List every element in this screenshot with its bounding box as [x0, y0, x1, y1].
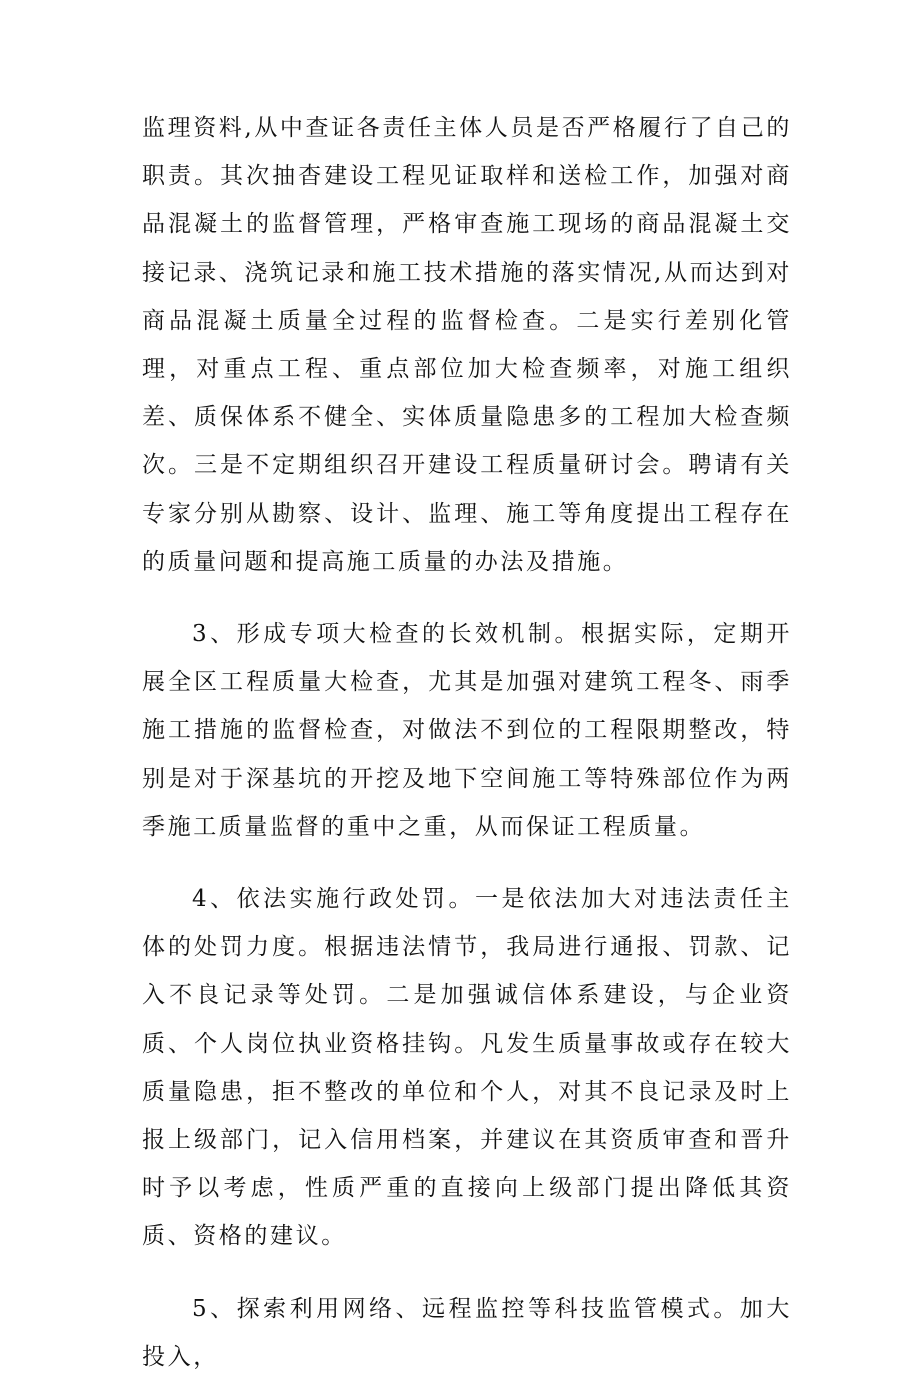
paragraph-item-3: 3、形成专项大检查的长效机制。根据实际，定期开展全区工程质量大检查，尤其是加强对建筑工程冬、雨季施工措施的监督检查，对做法不到位的工程限期整改，特别是对于深基坑的开挖及地下空间施工等特殊部位作为两季施工质量监督的重中之重，从而保证工程质量。	[142, 621, 792, 840]
paragraph-continuation: 监理资料,从中查证各责任主体人员是否严格履行了自己的职责。其次抽杳建设工程见证取样和送检工作，加强对商品混凝土的监督管理，严格审查施工现场的商品混凝土交接记录、浇筑记录和施工技术措施的落实情况,从而达到对商品混凝土质量全过程的监督检查。二是实行差别化管理，对重点工程、重点部位加大检查频率，对施工组织差、质保体系不健全、实体质量隐患多的工程加大检查频次。三是不定期组织召开建设工程质量研讨会。聘请有关专家分别从勘察、设计、监理、施工等角度提出工程存在的质量问题和提高施工质量的办法及措施。	[142, 115, 792, 575]
paragraph-item-4: 4、依法实施行政处罚。一是依法加大对违法责任主体的处罚力度。根据违法情节，我局进行通报、罚款、记入不良记录等处罚。二是加强诚信体系建设，与企业资质、个人岗位执业资格挂钩。凡发生质量事故或存在较大质量隐患，拒不整改的单位和个人，对其不良记录及时上报上级部门，记入信用档案，并建议在其资质审查和晋升时予以考虑，性质严重的直接向上级部门提出降低其资质、资格的建议。	[142, 886, 792, 1250]
document-body	[142, 104, 792, 1381]
paragraph-item-5: 5、探索利用网络、远程监控等科技监管模式。加大投入，	[142, 1295, 792, 1370]
